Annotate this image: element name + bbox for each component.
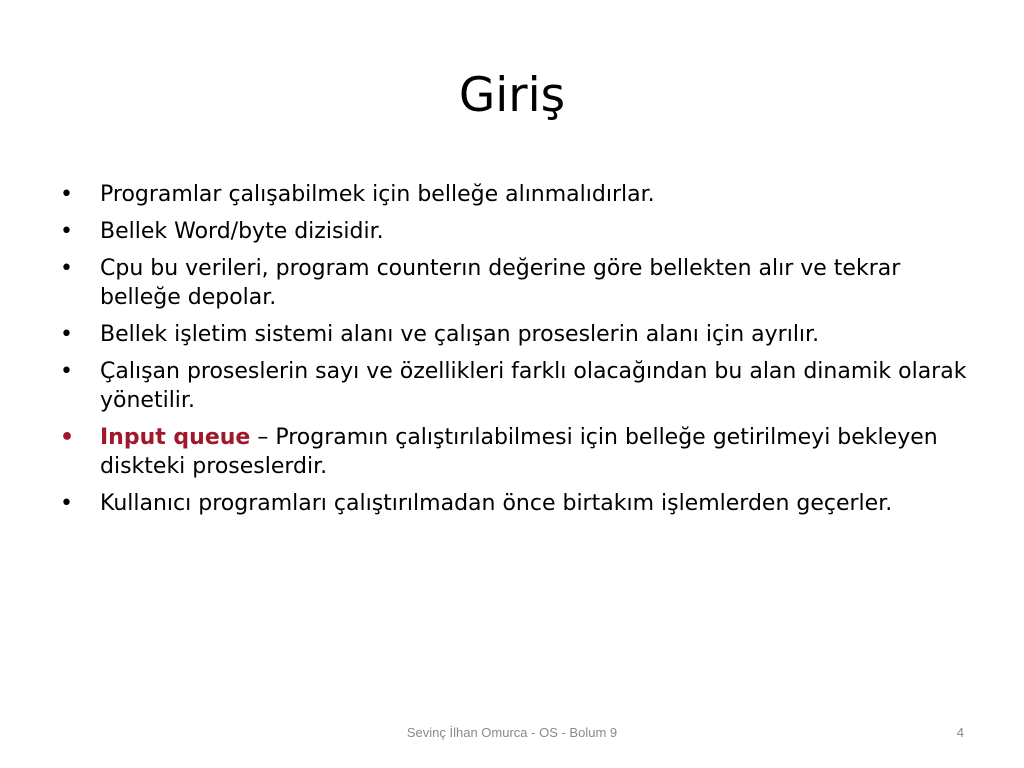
bullet-item	[60, 254, 980, 312]
bullet-item-input-queue	[60, 423, 980, 481]
bullet-item	[60, 217, 980, 246]
bullet-icon: •	[60, 182, 73, 207]
bullet-item	[60, 357, 980, 415]
highlight-term: Input queue	[100, 425, 251, 450]
slide-title: Giriş	[458, 68, 566, 123]
bullet-item	[60, 489, 980, 518]
bullet-text: Cpu bu verileri, program counterın değerine göre bellekten alır ve tekrar belleğe depolar.	[100, 256, 901, 310]
bullet-text: – Programın çalıştırılabilmesi için belleğe getirilmeyi bekleyen diskteki proseslerdir.	[100, 425, 938, 479]
page-number: 4	[956, 725, 964, 740]
bullet-icon: •	[60, 322, 73, 347]
footer-text: Sevinç İlhan Omurca - OS - Bolum 9	[406, 725, 618, 740]
bullet-text: Bellek Word/byte dizisidir.	[100, 219, 384, 244]
bullet-icon: •	[60, 219, 73, 244]
bullet-icon: •	[60, 359, 73, 384]
bullet-text: Programlar çalışabilmek için belleğe alınmalıdırlar.	[100, 182, 655, 207]
bullet-item	[60, 320, 980, 349]
bullet-icon: •	[60, 425, 75, 450]
bullet-text: Bellek işletim sistemi alanı ve çalışan proseslerin alanı için ayrılır.	[100, 322, 820, 347]
bullet-item	[60, 180, 980, 209]
bullet-icon: •	[60, 491, 73, 516]
bullet-icon: •	[60, 256, 73, 281]
bullet-text: Çalışan proseslerin sayı ve özellikleri farklı olacağından bu alan dinamik olarak yönetilir.	[100, 359, 967, 413]
bullet-text: Kullanıcı programları çalıştırılmadan önce birtakım işlemlerden geçerler.	[100, 491, 893, 516]
bullet-list	[60, 180, 980, 526]
